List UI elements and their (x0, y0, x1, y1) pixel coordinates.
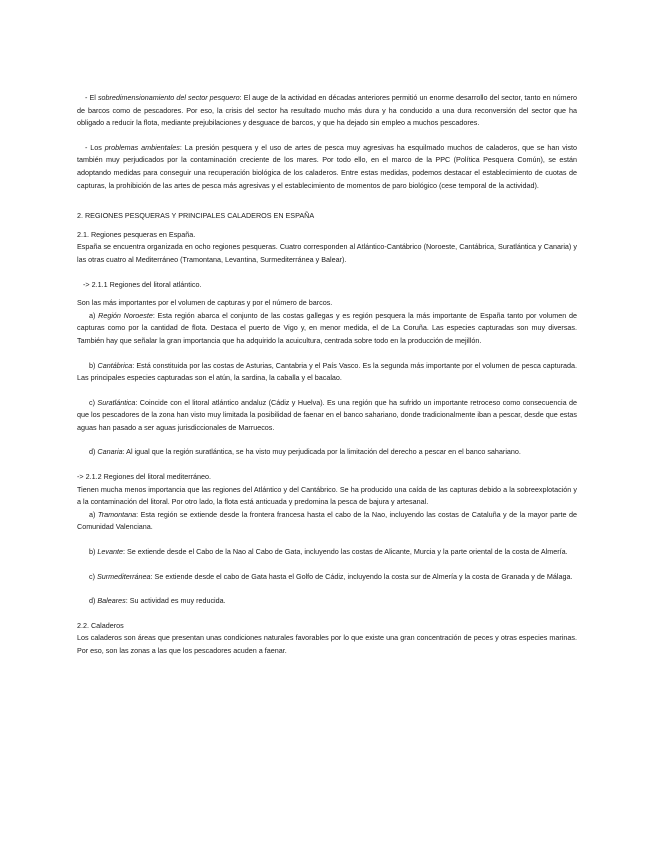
italic-term: Surmediterránea (96, 571, 151, 581)
item-text: : Se extiende desde el cabo de Gata hasta el Golfo de Cádiz, incluyendo la costa sur de Almería y la costa de Granada y de Málaga. (150, 571, 573, 581)
item-text: : Esta región abarca el conjunto de las costas gallegas y es región pesquera la más importante de España tanto por volumen de capturas como por la cantidad de flota. Destaca el puerto de Vigo y, en menor medida, el de La Coruña. Las especies capturadas son muy diversas. También hay que señalar la gran importancia que ha adquirido la acuicultura, centrada sobre todo en la producción de mejillón. (77, 310, 577, 345)
list-item-suratlantica (77, 397, 577, 435)
bullet-prefix: - El (85, 93, 98, 102)
item-prefix: a) (89, 509, 98, 519)
italic-term: Canaria (97, 447, 123, 457)
heading-2-1-2: -> 2.1.2 Regiones del litoral mediterráneo. (77, 472, 212, 482)
list-item-baleares (77, 595, 577, 608)
italic-term: Baleares (97, 596, 126, 606)
item-text: : Al igual que la región suratlántica, se ha visto muy perjudicada por la limitación del derecho a pescar en el banco sahariano. (122, 447, 521, 457)
item-text: : Esta región se extiende desde la frontera francesa hasta el cabo de la Nao, incluyendo las costas de Cataluña y de la mayor parte de Comunidad Valenciana. (77, 509, 578, 532)
italic-term: Región Noroeste (98, 310, 153, 320)
item-prefix: b) (89, 360, 98, 370)
italic-term: Levante (97, 547, 123, 557)
item-prefix: c) (89, 571, 97, 581)
italic-term: Tramontana (97, 509, 137, 519)
italic-term: Cantábrica (97, 360, 133, 370)
item-prefix: a) (89, 310, 99, 320)
bullet-prefix: - Los (85, 142, 105, 152)
paragraph-2-2: Los caladeros son áreas que presentan unas condiciones naturales favorables por lo que existe una gran concentración de peces y otras especies marinas. Por eso, son las zonas a las que los pescadores acuden a faenar. (77, 633, 577, 655)
paragraph-2-1-2: Tienen mucha menos importancia que las regiones del Atlántico y del Cantábrico. Se ha producido una caída de las capturas debido a la sobreexplotación y a la contaminación del litoral. Por otro lado, la flota está anticuada y predomina la pesca de bajura y artesanal. (77, 484, 577, 507)
document-page (77, 92, 577, 658)
heading-2-1: 2.1. Regiones pesqueras en España. (77, 229, 196, 239)
paragraph-2-1: España se encuentra organizada en ocho regiones pesqueras. Cuatro corresponden al Atlántico-Cantábrico (Noroeste, Cantábrica, Suratlántica y Canaria) y las otras cuatro al Mediterráneo (Tramontana, Levantina, Surmediterránea y Balear). (77, 242, 577, 264)
item-prefix: d) (89, 596, 98, 606)
paragraph-sobredimensionamiento (77, 92, 577, 130)
paragraph-problemas-ambientales (77, 142, 577, 192)
list-item-levante (77, 546, 577, 559)
item-prefix: c) (89, 397, 98, 407)
italic-term: problemas ambientales (104, 142, 180, 152)
heading-section-2: 2. REGIONES PESQUERAS Y PRINCIPALES CALADEROS EN ESPAÑA (77, 211, 315, 221)
item-prefix: b) (89, 547, 98, 557)
item-text: : Su actividad es muy reducida. (125, 596, 226, 606)
paragraph-text: : La presión pesquera y el uso de artes de pesca muy agresivas ha esquilmado muchos de caladeros, que se han visto también muy perjudicados por la contaminación creciente de los mares. Por todo ello, en el marco de la PPC (Política Pesquera Común), se están adoptando medidas para conseguir una recuperación biológica de los caladeros. Entre estas medidas, podemos destacar el establecimiento de cuotas de capturas, la prohibición de las artes de pesca más agresivas y el establecimiento de momentos de paro biológico (cese temporal de la actividad). (77, 142, 577, 190)
item-prefix: d) (89, 447, 98, 457)
paragraph-2-1-1: Son las más importantes por el volumen de capturas y por el número de barcos. (77, 298, 333, 308)
item-text: : Coincide con el litoral atlántico andaluz (Cádiz y Huelva). Es una región que ha sufrido un importante retroceso como consecuencia de que los pescadores de la zona han visto muy limitada la posibilidad de faenar en el banco sahariano, donde tradicionalmente iban a pescar, desde que estas aguas han pasado a ser aguas jurisdiccionales de Marruecos. (77, 397, 577, 432)
heading-2-1-1: -> 2.1.1 Regiones del litoral atlántico. (83, 279, 202, 289)
list-item-tramontana (77, 509, 577, 534)
item-text: : Se extiende desde el Cabo de la Nao al Cabo de Gata, incluyendo las costas de Alicante, Murcia y la parte oriental de la costa de Almería. (122, 547, 568, 557)
italic-term: sobredimensionamiento del sector pesquero (97, 93, 240, 102)
list-item-surmediterranea (77, 571, 577, 584)
list-item-canaria (77, 446, 577, 459)
heading-2-2: 2.2. Caladeros (77, 620, 124, 630)
list-item-noroeste (77, 310, 577, 348)
italic-term: Suratlántica (97, 397, 136, 407)
item-text: : Está constituida por las costas de Asturias, Cantabria y el País Vasco. Es la segunda más importante por el volumen de pesca capturada. Las principales especies capturadas son el atún, la sardina, la caballa y el bacalao. (77, 360, 578, 383)
list-item-cantabrica (77, 360, 577, 385)
paragraph-text: : El auge de la actividad en décadas anteriores permitió un enorme desarrollo del sector, tanto en número de barcos como de pescadores. Por eso, la crisis del sector ha resultado mucho más dura y ha conducido a una dura reconversión del sector que ha obligado a reducir la flota, mediante prejubilaciones y desguace de barcos, y que ha dejado sin empleo a muchos pescadores. (77, 93, 578, 128)
